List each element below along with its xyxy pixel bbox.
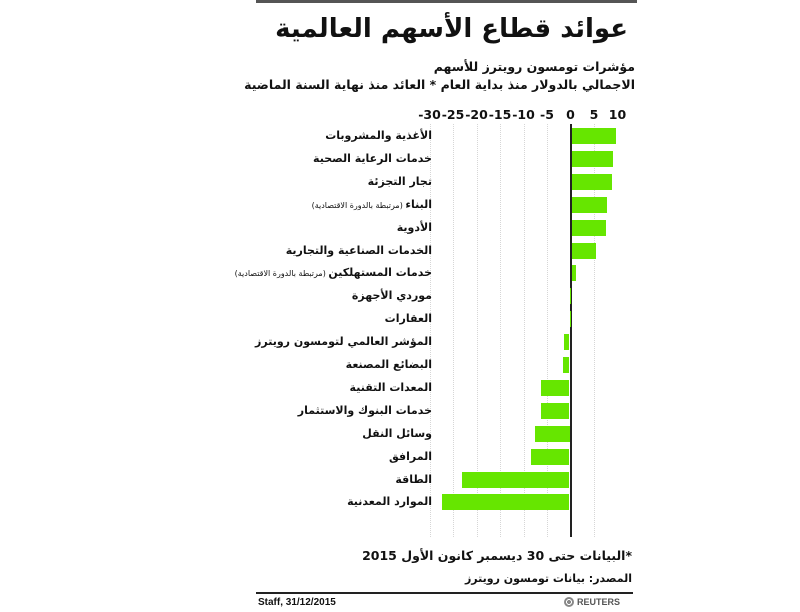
x-tick-label: -25	[441, 107, 465, 122]
bar	[531, 449, 570, 465]
category-note: (مرتبطة بالدورة الاقتصادية)	[234, 269, 329, 279]
reuters-logo-text: REUTERS	[577, 597, 621, 607]
category-label: المؤشر العالمي لتومسون رويترز	[255, 335, 432, 349]
bar	[541, 403, 569, 419]
category-label: خدمات البنوك والاستثمار	[297, 403, 432, 417]
bar	[541, 380, 569, 396]
footnote: *البيانات حتى 30 ديسمبر كانون الأول 2015	[362, 548, 632, 563]
category-label: المعدات التقنية	[349, 380, 432, 394]
category-label: تجار التجزئة	[367, 174, 432, 188]
category-label: العقارات	[384, 312, 432, 326]
x-tick-label: -30	[418, 107, 441, 122]
category-label: خدمات المستهلكين (مرتبطة بالدورة الاقتصادية)	[234, 266, 432, 280]
bar	[564, 334, 570, 350]
category-note: (مرتبطة بالدورة الاقتصادية)	[311, 200, 406, 210]
bar	[563, 357, 570, 373]
bar	[572, 220, 606, 236]
reuters-logo-icon	[564, 597, 574, 607]
category-label: الأغذية والمشروبات	[325, 129, 432, 142]
x-tick-label: 10	[608, 107, 627, 122]
bar	[462, 472, 570, 488]
chart-subtitle-measure: الاجمالي بالدولار منذ بداية العام * العائد منذ نهاية السنة الماضية	[244, 77, 635, 92]
category-label: وسائل النقل	[362, 426, 432, 440]
x-tick-label: -5	[540, 107, 554, 122]
bottom-rule	[256, 592, 633, 594]
bar	[572, 151, 614, 167]
bar	[442, 494, 570, 510]
bar	[572, 128, 617, 144]
x-tick-label: -10	[512, 107, 535, 122]
gridline	[453, 124, 454, 537]
reuters-logo	[564, 597, 620, 607]
category-label: الطاقة	[395, 472, 432, 486]
category-label: الموارد المعدنية	[347, 495, 432, 509]
x-tick-label: -20	[465, 107, 488, 122]
bar	[572, 174, 613, 190]
category-label: موردي الأجهزة	[351, 289, 432, 303]
x-tick-label: 5	[589, 107, 599, 122]
chart-title: عوائد قطاع الأسهم العالمية	[275, 14, 628, 44]
source-note: المصدر: بيانات تومسون رويترز	[464, 572, 632, 585]
bar	[572, 265, 577, 281]
x-tick-label: 0	[566, 107, 575, 122]
bar	[572, 243, 597, 259]
category-label: الأدوية	[396, 220, 432, 234]
bar	[535, 426, 569, 442]
category-label: البضائع المصنعة	[345, 358, 432, 371]
chart-subtitle: مؤشرات تومسون رويترز للأسهم	[433, 59, 635, 74]
bar	[570, 311, 571, 327]
category-label: خدمات الرعاية الصحية	[313, 151, 432, 165]
category-label: البناء (مرتبطة بالدورة الاقتصادية)	[311, 197, 432, 211]
staff-credit: Staff, 31/12/2015	[258, 597, 336, 608]
bar	[572, 197, 608, 213]
bar	[570, 288, 571, 304]
category-label: الخدمات الصناعية والتجارية	[285, 243, 432, 257]
category-label: المرافق	[388, 449, 432, 463]
x-tick-label: -15	[488, 107, 512, 122]
